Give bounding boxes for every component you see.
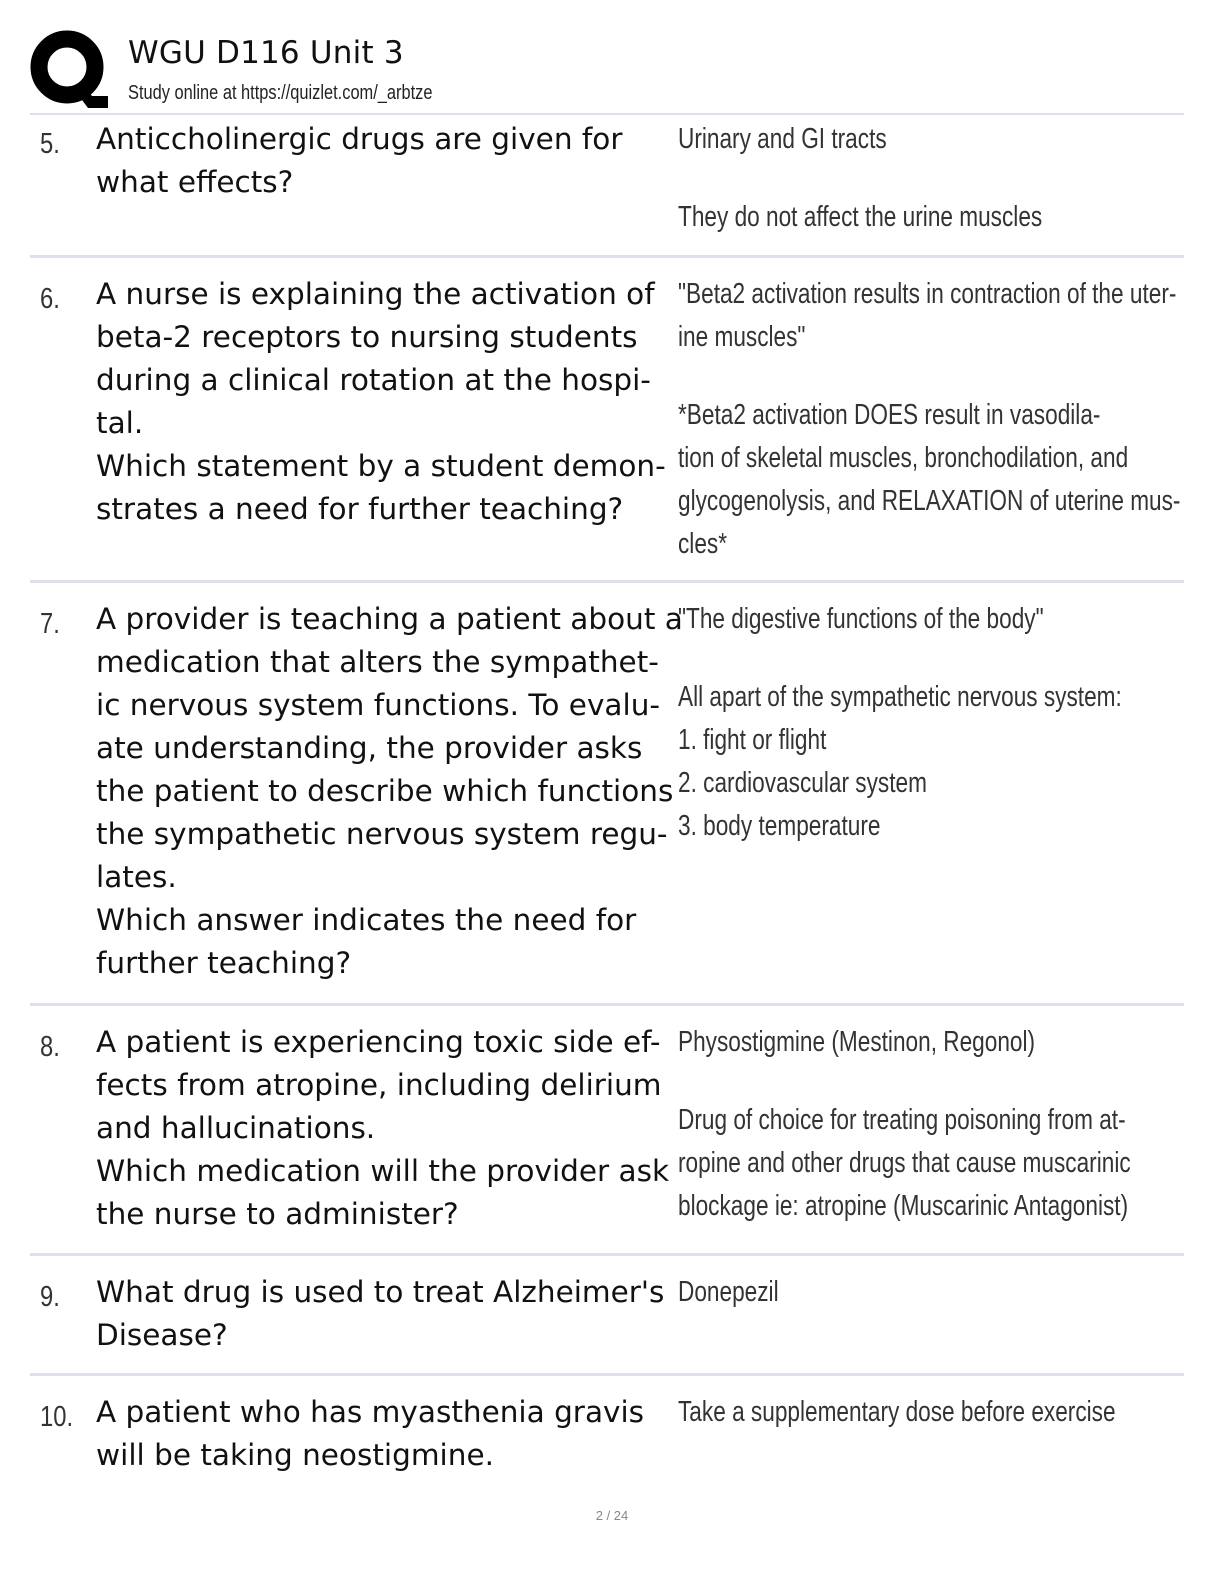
definition-line: cles* (678, 528, 728, 560)
term-line: tal. (96, 406, 144, 440)
definition-line: Drug of choice for treating poisoning from at- (678, 1104, 1126, 1136)
card-term (96, 1391, 674, 1477)
flashcard (30, 1376, 1184, 1486)
flashcard (30, 1256, 1184, 1376)
term-line: and hallucinations. (96, 1111, 376, 1145)
flashcard (30, 115, 1184, 258)
definition-line: glycogenolysis, and RELAXATION of uterine mus- (678, 485, 1181, 517)
flashcard (30, 1006, 1184, 1256)
definition-line: "Beta2 activation results in contraction of the uter- (678, 278, 1177, 310)
card-term (96, 118, 674, 204)
card-term (96, 1271, 674, 1357)
term-line: the patient to describe which functions (96, 774, 674, 808)
card-number: 6. (40, 283, 60, 315)
card-definition (678, 1391, 1184, 1434)
definition-line: ropine and other drugs that cause muscarinic (678, 1147, 1131, 1179)
card-definition (678, 598, 1184, 848)
definition-line: Donepezil (678, 1276, 779, 1308)
card-number: 10. (40, 1401, 74, 1433)
card-number: 8. (40, 1031, 60, 1063)
term-line: during a clinical rotation at the hospi- (96, 363, 651, 397)
term-line: What drug is used to treat Alzheimer's (96, 1275, 665, 1309)
card-number: 7. (40, 608, 60, 640)
term-line: will be taking neostigmine. (96, 1438, 494, 1472)
definition-line: Take a supplementary dose before exercise (678, 1396, 1116, 1428)
card-number: 9. (40, 1281, 60, 1313)
definition-line: 2. cardiovascular system (678, 767, 927, 799)
card-term (96, 1021, 674, 1236)
term-line: Which statement by a student demon- (96, 449, 666, 483)
study-online-link[interactable]: Study online at https://quizlet.com/_arbtze (128, 82, 433, 104)
definition-line: 3. body temperature (678, 810, 881, 842)
definition-line: They do not affect the urine muscles (678, 201, 1043, 233)
term-line: A provider is teaching a patient about a (96, 602, 683, 636)
term-line: A patient who has myasthenia gravis (96, 1395, 645, 1429)
term-line: further teaching? (96, 946, 352, 980)
card-definition (678, 1021, 1184, 1228)
term-line: lates. (96, 860, 177, 894)
definition-line: "The digestive functions of the body" (678, 603, 1044, 635)
definition-line: blockage ie: atropine (Muscarinic Antagonist) (678, 1190, 1129, 1222)
page-header (30, 30, 1184, 114)
term-line: A patient is experiencing toxic side ef- (96, 1025, 661, 1059)
definition-line: *Beta2 activation DOES result in vasodila- (678, 399, 1101, 431)
term-line: Which answer indicates the need for (96, 903, 637, 937)
term-line: fects from atropine, including delirium (96, 1068, 662, 1102)
term-line: strates a need for further teaching? (96, 492, 624, 526)
page-number: 2 / 24 (595, 1508, 629, 1523)
term-line: medication that alters the sympathet- (96, 645, 659, 679)
card-term (96, 598, 683, 985)
card-definition (678, 273, 1184, 566)
term-line: ic nervous system functions. To evalu- (96, 688, 661, 722)
definition-line: Urinary and GI tracts (678, 123, 887, 155)
definition-line: tion of skeletal muscles, bronchodilation, and (678, 442, 1129, 474)
definition-line: Physostigmine (Mestinon, Regonol) (678, 1026, 1036, 1058)
term-line: the sympathetic nervous system regu- (96, 817, 668, 851)
term-line: A nurse is explaining the activation of (96, 277, 655, 311)
definition-line: All apart of the sympathetic nervous system: (678, 681, 1122, 713)
term-line: beta-2 receptors to nursing students (96, 320, 638, 354)
term-line: Anticcholinergic drugs are given for (96, 122, 623, 156)
card-definition (678, 1271, 1184, 1314)
term-line: the nurse to administer? (96, 1197, 459, 1231)
flashcard-list (30, 115, 1184, 1486)
document-title: WGU D116 Unit 3 (128, 35, 404, 71)
term-line: ate understanding, the provider asks (96, 731, 643, 765)
card-number: 5. (40, 128, 60, 160)
term-line: Which medication will the provider ask (96, 1154, 670, 1188)
definition-line: ine muscles" (678, 321, 806, 353)
card-definition (678, 118, 1184, 239)
quizlet-logo (30, 30, 110, 108)
term-line: Disease? (96, 1318, 228, 1352)
flashcard (30, 583, 1184, 1006)
card-term (96, 273, 674, 531)
term-line: what effects? (96, 165, 294, 199)
definition-line: 1. fight or flight (678, 724, 827, 756)
flashcard (30, 258, 1184, 583)
